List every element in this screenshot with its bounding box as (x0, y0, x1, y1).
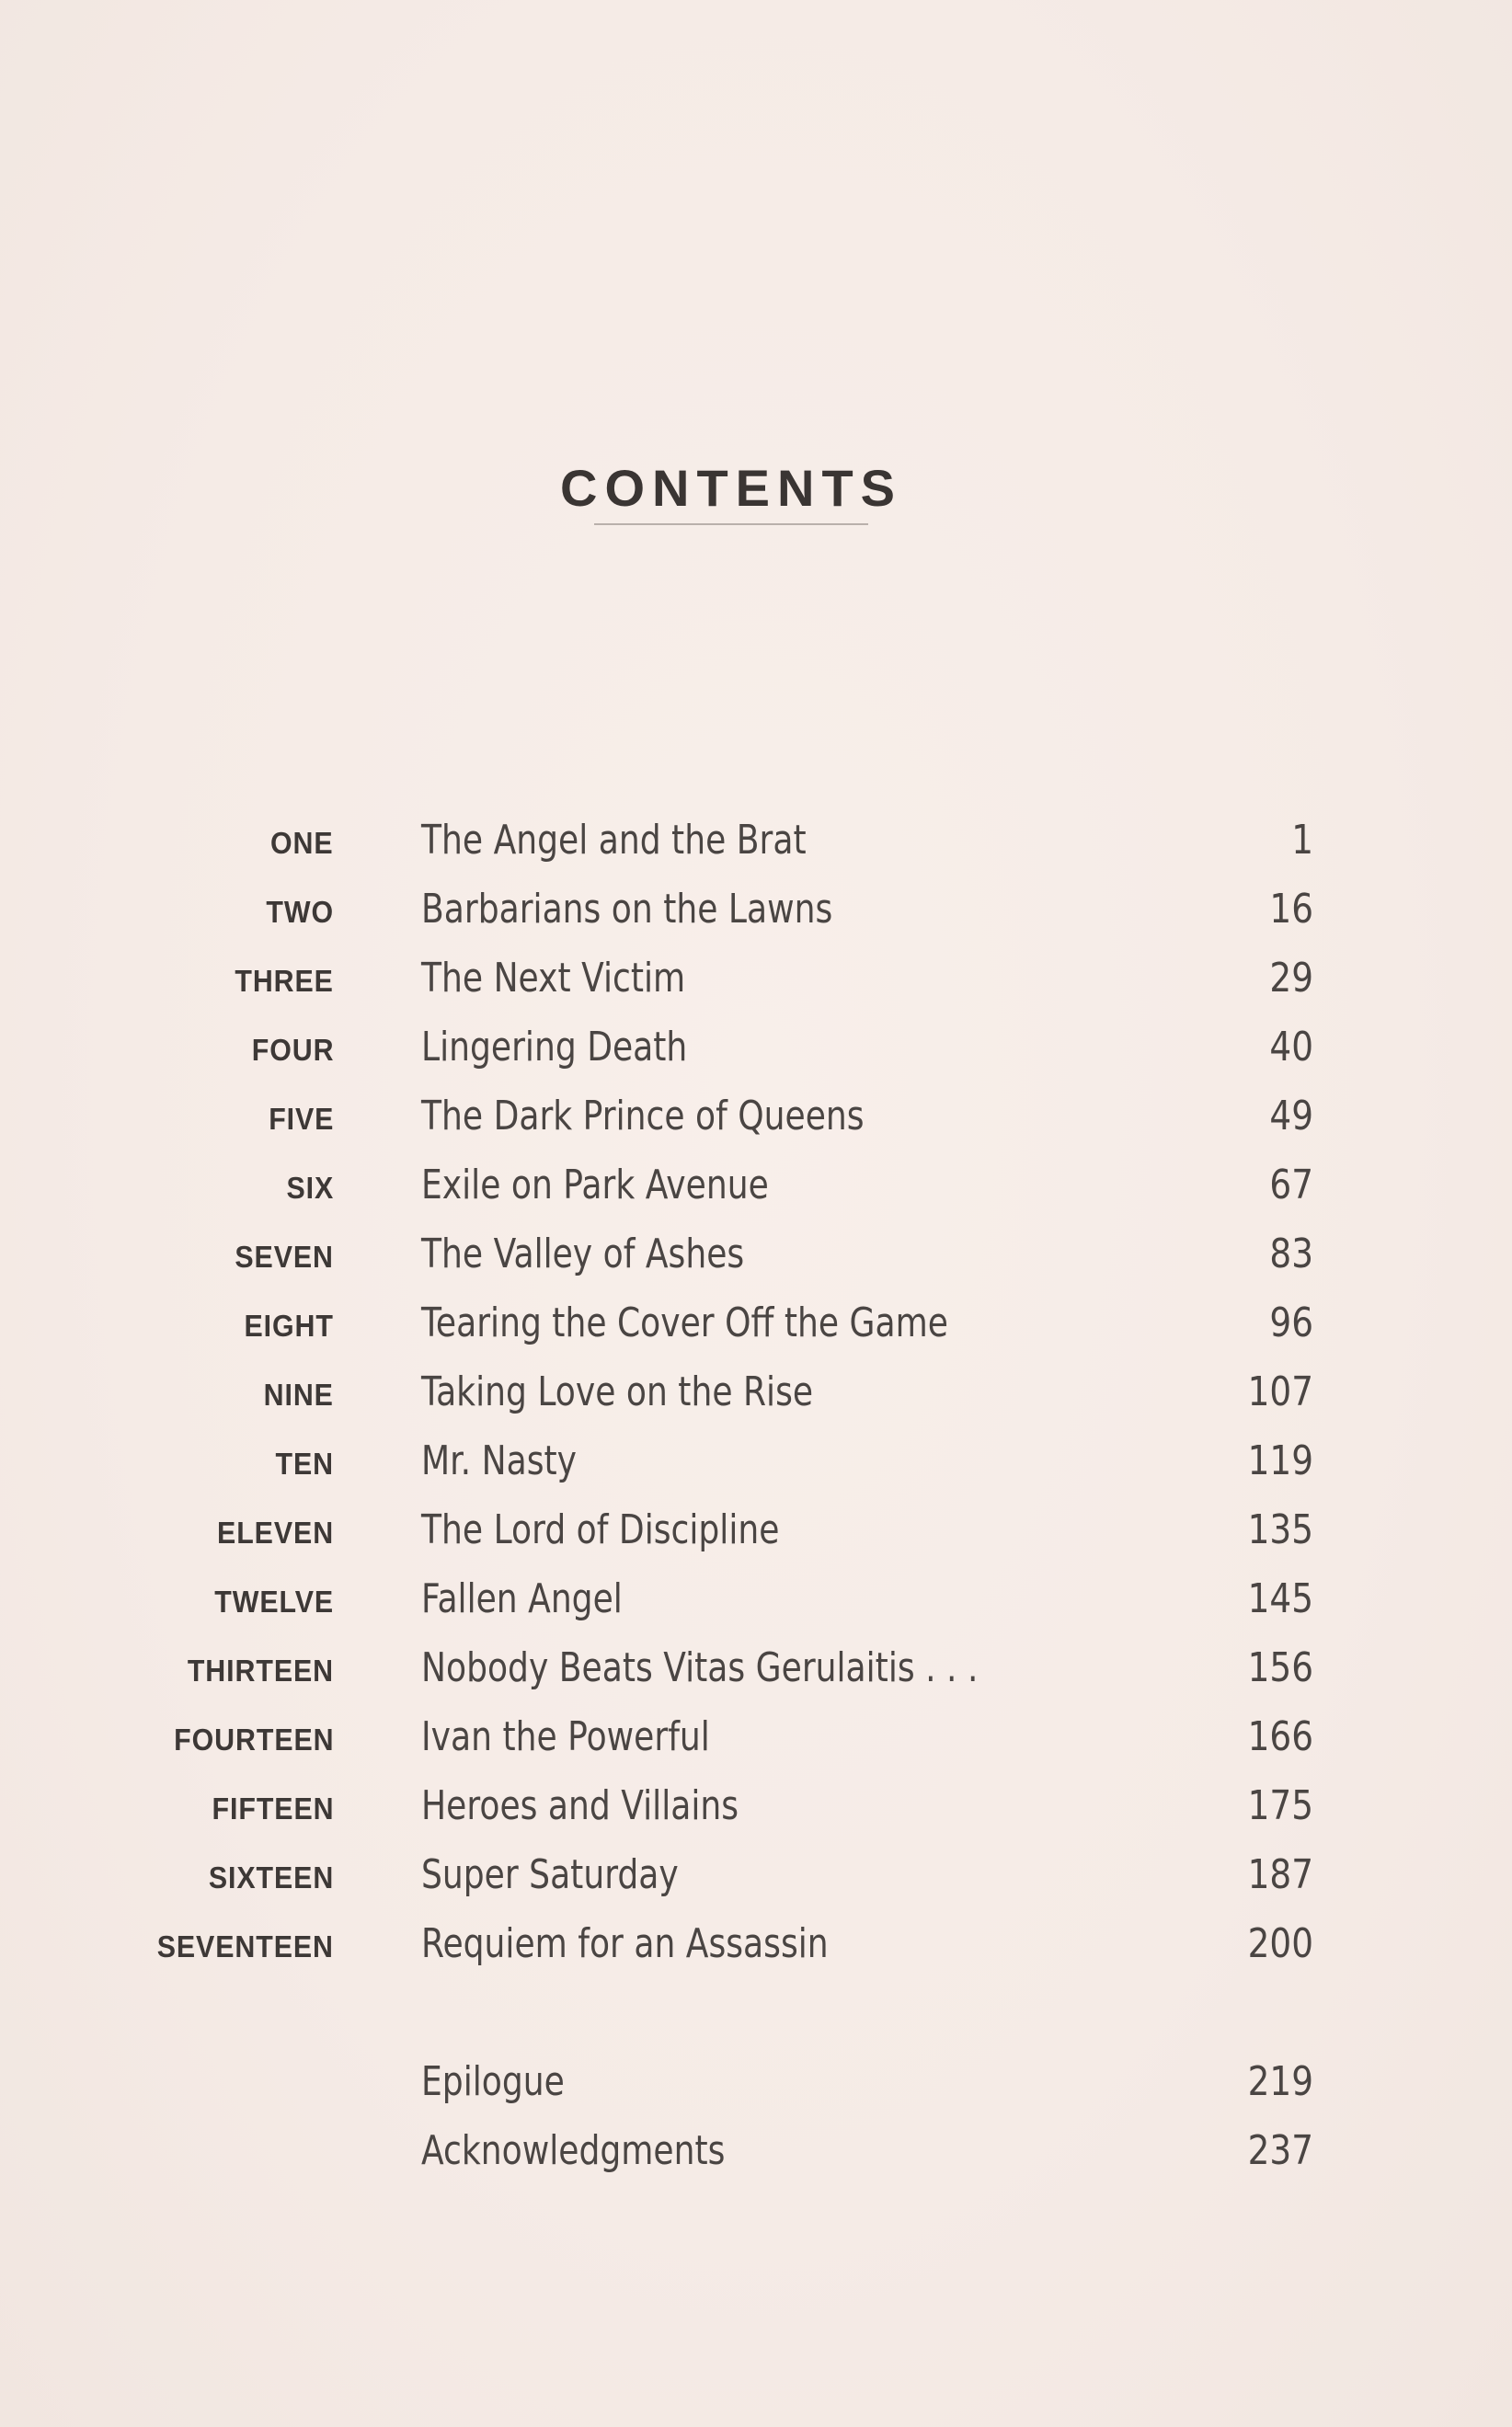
page-number: 96 (1269, 1299, 1313, 1346)
chapter-title: The Dark Prince of Queens (421, 1093, 865, 1139)
toc-row (0, 1223, 1512, 1288)
chapter-title: Exile on Park Avenue (421, 1162, 769, 1208)
chapter-number: SIXTEEN (208, 1860, 334, 1895)
chapter-number: NINE (263, 1378, 334, 1412)
chapter-number: FOUR (251, 1033, 334, 1067)
page-number: 16 (1269, 886, 1313, 933)
chapter-title: Nobody Beats Vitas Gerulaitis . . . (421, 1644, 979, 1691)
chapter-title: Mr. Nasty (421, 1437, 577, 1484)
toc-row (0, 809, 1512, 874)
page-number: 156 (1247, 1644, 1313, 1691)
chapter-number: THREE (235, 964, 334, 998)
page-number: 200 (1247, 1920, 1313, 1967)
chapter-number: ONE (270, 826, 334, 860)
page-number: 145 (1247, 1575, 1313, 1622)
page-number: 49 (1269, 1093, 1313, 1139)
title-underline (594, 523, 868, 525)
back-matter-title: Epilogue (421, 2058, 565, 2105)
page-number: 175 (1247, 1782, 1313, 1829)
toc-row (0, 1706, 1512, 1770)
back-matter-title: Acknowledgments (421, 2127, 726, 2174)
chapter-number: FIFTEEN (212, 1792, 334, 1826)
toc-row-back-matter (0, 2051, 1512, 2115)
page-number: 135 (1247, 1506, 1313, 1553)
chapter-number: THIRTEEN (187, 1654, 334, 1688)
chapter-number: SIX (286, 1171, 334, 1205)
toc-row (0, 947, 1512, 1012)
chapter-title: Lingering Death (421, 1024, 688, 1070)
page-number: 1 (1291, 817, 1313, 864)
chapter-title: Requiem for an Assassin (421, 1920, 829, 1967)
page-number: 107 (1247, 1368, 1313, 1415)
chapter-number: TWELVE (214, 1585, 334, 1619)
page-title: CONTENTS (560, 459, 902, 517)
chapter-number: FIVE (268, 1102, 334, 1136)
page-number: 29 (1269, 955, 1313, 1002)
page-number: 83 (1269, 1231, 1313, 1277)
chapter-title: The Valley of Ashes (421, 1231, 745, 1277)
chapter-number: TEN (275, 1447, 334, 1481)
chapter-title: Heroes and Villains (421, 1782, 739, 1829)
toc-row (0, 1499, 1512, 1563)
chapter-number: SEVENTEEN (156, 1929, 334, 1963)
chapter-title: The Lord of Discipline (421, 1506, 780, 1553)
chapter-title: Super Saturday (421, 1851, 679, 1898)
chapter-number: ELEVEN (216, 1516, 334, 1550)
page-number: 187 (1247, 1851, 1313, 1898)
toc-row (0, 1292, 1512, 1357)
chapter-title: Ivan the Powerful (421, 1713, 710, 1760)
page-number: 219 (1247, 2058, 1313, 2105)
chapter-title: Taking Love on the Rise (421, 1368, 814, 1415)
toc-row (0, 1775, 1512, 1839)
toc-row (0, 1844, 1512, 1908)
chapter-title: Tearing the Cover Off the Game (421, 1299, 948, 1346)
chapter-title: Barbarians on the Lawns (421, 886, 833, 933)
page-number: 119 (1247, 1437, 1313, 1484)
toc-row (0, 1085, 1512, 1150)
chapter-title: The Next Victim (421, 955, 686, 1002)
page-number: 67 (1269, 1162, 1313, 1208)
toc-row (0, 878, 1512, 943)
chapter-number: EIGHT (244, 1309, 334, 1343)
toc-row (0, 1361, 1512, 1425)
toc-row-back-matter (0, 2120, 1512, 2184)
page-number: 237 (1247, 2127, 1313, 2174)
chapter-number: TWO (266, 895, 334, 929)
toc-row (0, 1154, 1512, 1219)
toc-row (0, 1913, 1512, 1977)
chapter-title: The Angel and the Brat (421, 817, 807, 864)
toc-row (0, 1430, 1512, 1494)
chapter-number: SEVEN (235, 1240, 334, 1274)
page-number: 40 (1269, 1024, 1313, 1070)
page-number: 166 (1247, 1713, 1313, 1760)
toc-row (0, 1568, 1512, 1632)
toc-row (0, 1637, 1512, 1701)
chapter-number: FOURTEEN (173, 1723, 334, 1757)
toc-row (0, 1016, 1512, 1081)
chapter-title: Fallen Angel (421, 1575, 623, 1622)
